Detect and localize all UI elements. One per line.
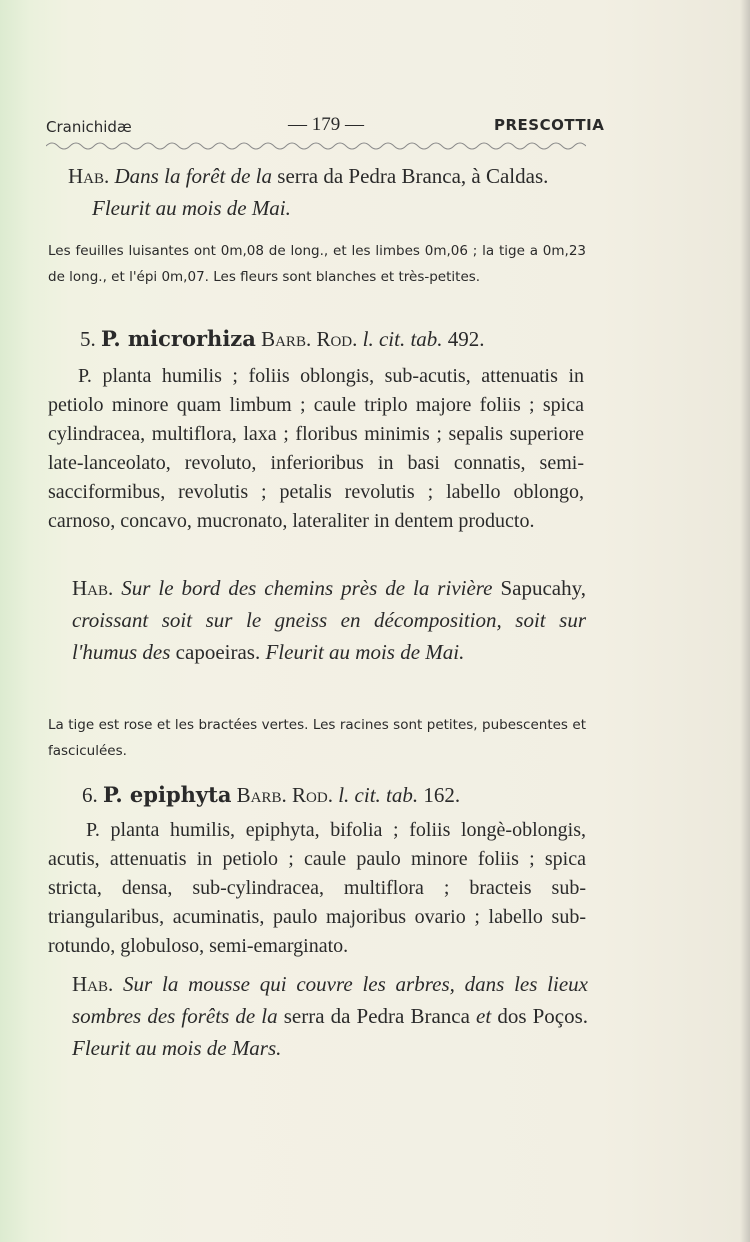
species-author: Barb. Rod. [236, 783, 333, 807]
wavy-rule [46, 138, 586, 152]
observation-note: Les feuilles luisantes ont 0m,08 de long., et les limbes 0m,06 ; la tige a 0m,23 de long., et l'épi 0m,07. Les fleurs sont blanches et très-petites. [48, 243, 586, 285]
habitat-text-italic: croissant soit sur le gneiss en décomposition, soit sur l'humus des [72, 608, 586, 664]
habitat-text-roman: serra da Pedra Branca [283, 1004, 470, 1028]
species-plate: 492. [447, 327, 485, 351]
species-heading [80, 326, 620, 352]
species-description: P. planta humilis, epiphyta, bifolia ; foliis longè-oblongis, acutis, attenuatis in petiolo ; caule paulo minore foliis ; spica stricta, densa, sub-cylindracea, multiflora ; bracteis sub-triangularibus, acuminatis, paulo majoribus ovario ; labello sub-rotundo, globuloso, semi-emarginato. [48, 819, 586, 957]
species-name: P. epiphyta [103, 782, 232, 807]
species-name: P. microrhiza [101, 326, 256, 351]
habitat-text-italic: Dans la forêt de la [114, 164, 273, 188]
running-head-family: Cranichidæ [46, 118, 132, 136]
habitat-text-roman: serra da Pedra Branca, à Caldas. [277, 164, 549, 188]
habitat-text-italic: Sur le bord des chemins près de la rivière [121, 576, 493, 600]
habitat-text-italic: et [476, 1004, 492, 1028]
habitat-text-roman: capoeiras. [175, 640, 261, 664]
habitat-paragraph [68, 160, 608, 224]
habitat-label: Hab. [72, 972, 114, 996]
habitat-label: Hab. [68, 164, 110, 188]
flowering-text: Fleurit au mois de Mai. [92, 196, 291, 220]
species-heading [82, 782, 622, 808]
flowering-text: Fleurit au mois de Mai. [265, 640, 465, 664]
habitat-paragraph [72, 968, 588, 1064]
habitat-label: Hab. [72, 576, 114, 600]
species-number: 5. [80, 327, 96, 351]
species-plate: 162. [423, 783, 461, 807]
flowering-text: Fleurit au mois de Mars. [72, 1036, 282, 1060]
habitat-paragraph [72, 572, 586, 668]
species-description: P. planta humilis ; foliis oblongis, sub-acutis, attenuatis in petiolo minore quam limbum ; caule triplo majore foliis ; spica cylindracea, multiflora, laxa ; floribus minimis ; sepalis superiore late-lanceolato, revoluto, inferioribus in basi connatis, semi-sacciformibus, revolutis ; petalis revolutis ; labello oblongo, carnoso, concavo, mucronato, lateraliter in dentem producto. [48, 365, 584, 532]
species-reference: l. cit. tab. [362, 327, 443, 351]
page-number: — 179 — [288, 114, 364, 135]
habitat-text-roman: Sapucahy, [500, 576, 587, 600]
running-head-genus: PRESCOTTIA [494, 116, 605, 134]
species-number: 6. [82, 783, 98, 807]
observation-note: La tige est rose et les bractées vertes. Les racines sont petites, pubescentes et fasciculées. [48, 717, 586, 759]
habitat-text-italic: Sur la mousse qui couvre les arbres, dans les lieux sombres des forêts de la [72, 972, 588, 1028]
species-reference: l. cit. tab. [338, 783, 419, 807]
species-author: Barb. Rod. [261, 327, 358, 351]
habitat-text-roman: dos Poços. [497, 1004, 589, 1028]
